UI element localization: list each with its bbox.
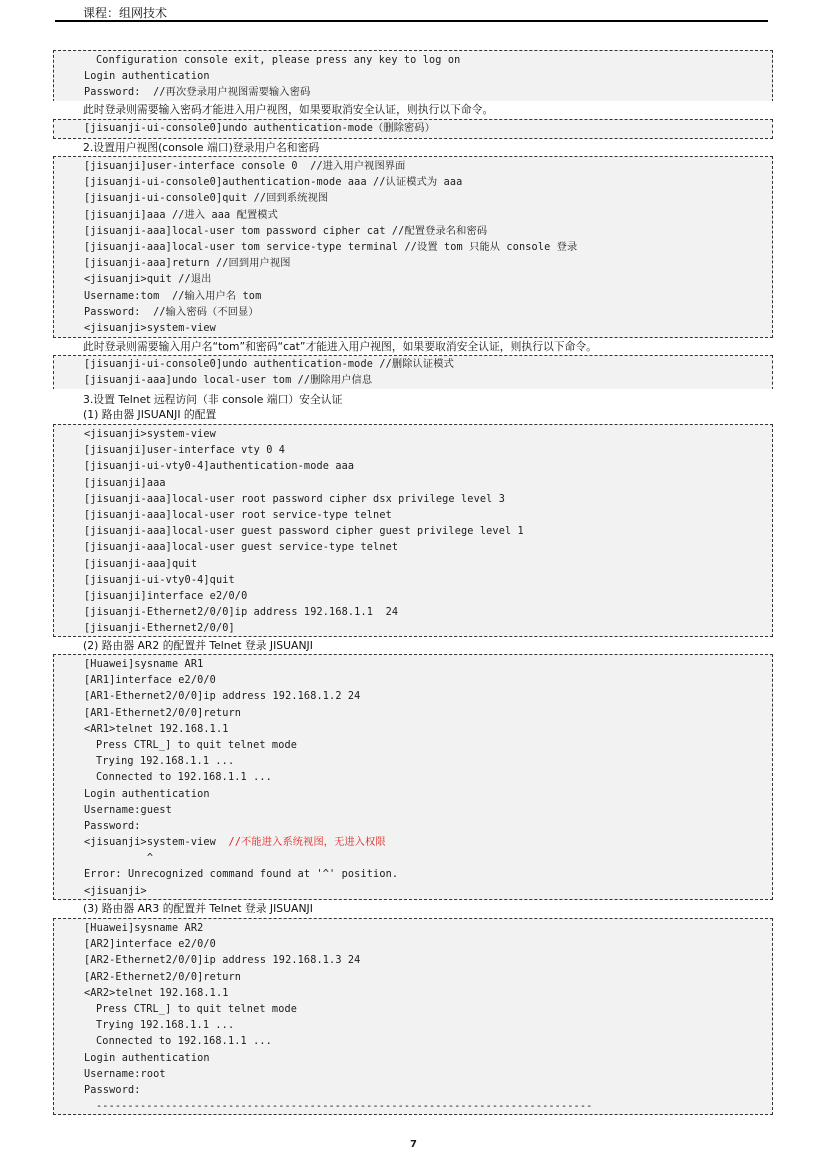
code-line (54, 459, 772, 475)
code-block-ar1-telnet (53, 654, 773, 900)
code-text: [jisuanji-aaa]undo local-user tom //删除用户信息 (84, 375, 373, 387)
code-text: Connected to 192.168.1.1 ... (96, 772, 272, 784)
code-line (54, 819, 772, 835)
code-text: ------------------------------------------------------------------------------- (96, 1101, 593, 1113)
code-line (54, 443, 772, 459)
subheading-text: (3) 路由器 AR3 的配置并 Telnet 登录 JISUANJI (83, 902, 313, 915)
code-line (54, 835, 772, 851)
code-block-login-password (53, 50, 773, 102)
code-text: Login authentication (84, 788, 210, 800)
code-line (54, 121, 772, 137)
code-line (54, 722, 772, 738)
code-text: [AR1]interface e2/0/0 (84, 675, 216, 687)
code-text: [jisuanji-aaa]local-user guest service-type telnet (84, 542, 399, 554)
code-text: Login authentication (84, 71, 210, 83)
code-line (54, 738, 772, 754)
code-line (54, 427, 772, 443)
code-line (54, 787, 772, 803)
code-text: [Huawei]sysname AR2 (84, 923, 204, 934)
code-text: Trying 192.168.1.1 ... (96, 1020, 235, 1032)
code-text: [jisuanji-Ethernet2/0/0] (84, 623, 235, 635)
subheading-ar3 (53, 900, 773, 918)
code-line (54, 803, 772, 819)
code-text: <jisuanji>quit //退出 (84, 274, 212, 286)
code-line (54, 851, 772, 867)
code-line (54, 689, 772, 705)
code-text: <AR2>telnet 192.168.1.1 (84, 987, 229, 999)
code-text: [jisuanji-aaa]local-user guest password cipher guest privilege level 1 (84, 526, 524, 538)
code-text: [AR1-Ethernet2/0/0]ip address 192.168.1.2 24 (84, 691, 361, 703)
code-text: [jisuanji]aaa (84, 477, 166, 489)
code-text: [jisuanji-aaa]return //回到用户视图 (84, 258, 291, 270)
code-text: <jisuanji>system-view (84, 322, 216, 334)
code-block-console-aaa (53, 156, 773, 338)
code-text: <jisuanji> (84, 885, 147, 897)
code-text: [jisuanji-ui-console0]undo authentication-mode //删除认证模式 (84, 359, 454, 370)
code-line (54, 673, 772, 689)
code-line (54, 272, 772, 288)
subheading-ar2 (53, 637, 773, 654)
section-heading-3 (53, 389, 773, 424)
code-line (54, 224, 772, 240)
code-line (54, 605, 772, 621)
code-text: Error: Unrecognized command found at '^' position. (84, 869, 399, 881)
code-line (54, 770, 772, 786)
code-block-undo-auth (53, 119, 773, 139)
code-text: <AR1>telnet 192.168.1.1 (84, 723, 229, 735)
code-line (54, 289, 772, 305)
subheading-text: (1) 路由器 JISUANJI 的配置 (83, 408, 217, 421)
code-block-undo-aaa (53, 355, 773, 390)
code-text: <jisuanji>system-view (84, 837, 229, 849)
code-text: [AR2-Ethernet2/0/0]return (84, 971, 242, 983)
code-text: Trying 192.168.1.1 ... (96, 756, 235, 768)
code-line (54, 1051, 772, 1067)
code-text: Configuration console exit, please press any key to log on (96, 55, 461, 66)
code-text: [Huawei]sysname AR1 (84, 659, 204, 670)
code-line (54, 1067, 772, 1083)
code-text: [jisuanji-aaa]local-user tom password cipher cat //配置登录名和密码 (84, 225, 488, 237)
code-text: Password: //输入密码（不回显） (84, 306, 259, 318)
code-line (54, 589, 772, 605)
code-text: Username:tom //输入用户名 tom (84, 290, 262, 302)
code-text: [jisuanji-aaa]local-user tom service-type terminal //设置 tom 只能从 console 登录 (84, 241, 578, 253)
code-line (54, 492, 772, 508)
code-text: Username:guest (84, 804, 172, 816)
code-text: [jisuanji]aaa //进入 aaa 配置模式 (84, 209, 278, 221)
code-line (54, 524, 772, 540)
code-text: [AR1-Ethernet2/0/0]return (84, 707, 242, 719)
code-text: [jisuanji-aaa]quit (84, 558, 198, 570)
heading-text: 3.设置 Telnet 远程访问（非 console 端口）安全认证 (83, 393, 343, 406)
code-line (54, 921, 772, 937)
code-text: [jisuanji-ui-console0]quit //回到系统视图 (84, 193, 329, 205)
code-line (54, 53, 772, 69)
code-line (54, 85, 772, 101)
code-block-jisuanji-config (53, 424, 773, 637)
code-line (54, 373, 772, 389)
code-line (54, 540, 772, 556)
code-line (54, 1099, 772, 1115)
code-text: Login authentication (84, 1052, 210, 1064)
code-line (54, 706, 772, 722)
page-number: 7 (410, 1139, 417, 1150)
code-line (54, 754, 772, 770)
code-line (54, 175, 772, 191)
code-line (54, 1018, 772, 1034)
code-line (54, 867, 772, 883)
code-line (54, 937, 772, 953)
code-line (54, 305, 772, 321)
code-text: [jisuanji]user-interface vty 0 4 (84, 445, 286, 457)
code-line (54, 970, 772, 986)
course-header: 课程：组网技术 (83, 6, 168, 20)
code-text: <jisuanji>system-view (84, 429, 216, 440)
code-line (54, 508, 772, 524)
code-text: Password: (84, 1084, 141, 1096)
code-comment-red: //不能进入系统视图，无进入权限 (228, 837, 386, 849)
code-line (54, 159, 772, 175)
header-divider (55, 20, 768, 22)
code-line (54, 240, 772, 256)
code-line (54, 256, 772, 272)
code-line (54, 208, 772, 224)
code-text: [AR2-Ethernet2/0/0]ip address 192.168.1.3 24 (84, 955, 361, 967)
code-text: [jisuanji-Ethernet2/0/0]ip address 192.168.1.1 24 (84, 607, 399, 619)
code-text: [jisuanji-ui-console0]undo authentication-mode（删除密码） (84, 123, 436, 134)
code-text: Username:root (84, 1068, 166, 1080)
code-line (54, 557, 772, 573)
code-text: [jisuanji-aaa]local-user root password cipher dsx privilege level 3 (84, 493, 505, 505)
code-text: Password: (84, 820, 141, 832)
code-line (54, 884, 772, 900)
code-line (54, 1083, 772, 1099)
code-text: [jisuanji]interface e2/0/0 (84, 590, 248, 602)
note-password-required (53, 101, 773, 119)
code-line (54, 953, 772, 969)
code-line (54, 986, 772, 1002)
code-text: [jisuanji-ui-vty0-4]authentication-mode aaa (84, 461, 355, 473)
code-line (54, 357, 772, 373)
code-line (54, 657, 772, 673)
subheading-text: (2) 路由器 AR2 的配置并 Telnet 登录 JISUANJI (83, 639, 313, 652)
note-text: 此时登录则需要输入密码才能进入用户视图，如果要取消安全认证，则执行以下命令。 (83, 103, 494, 116)
code-line (54, 69, 772, 85)
code-text: Press CTRL_] to quit telnet mode (96, 739, 298, 751)
note-text: 此时登录则需要输入用户名“tom”和密码“cat”才能进入用户视图，如果要取消安全认证，则执行以下命令。 (83, 340, 597, 353)
code-line (54, 321, 772, 337)
code-line (54, 1034, 772, 1050)
code-block-ar2-telnet (53, 918, 773, 1115)
code-text: Connected to 192.168.1.1 ... (96, 1036, 272, 1048)
code-line (54, 573, 772, 589)
code-text: Press CTRL_] to quit telnet mode (96, 1003, 298, 1015)
code-text: Password: //再次登录用户视图需要输入密码 (84, 87, 311, 99)
code-line (54, 621, 772, 637)
code-text: [jisuanji]user-interface console 0 //进入用户视图界面 (84, 161, 406, 172)
code-line (54, 191, 772, 207)
code-text: [jisuanji-aaa]local-user root service-type telnet (84, 509, 392, 521)
section-heading-2 (53, 139, 773, 156)
code-line (54, 476, 772, 492)
code-text: [jisuanji-ui-vty0-4]quit (84, 574, 235, 586)
code-line (54, 1002, 772, 1018)
code-text: [AR2]interface e2/0/0 (84, 939, 216, 951)
code-text: ^ (84, 853, 154, 865)
heading-text: 2.设置用户视图(console 端口)登录用户名和密码 (83, 141, 320, 154)
code-text: [jisuanji-ui-console0]authentication-mode aaa //认证模式为 aaa (84, 177, 463, 189)
note-username-password (53, 338, 773, 355)
